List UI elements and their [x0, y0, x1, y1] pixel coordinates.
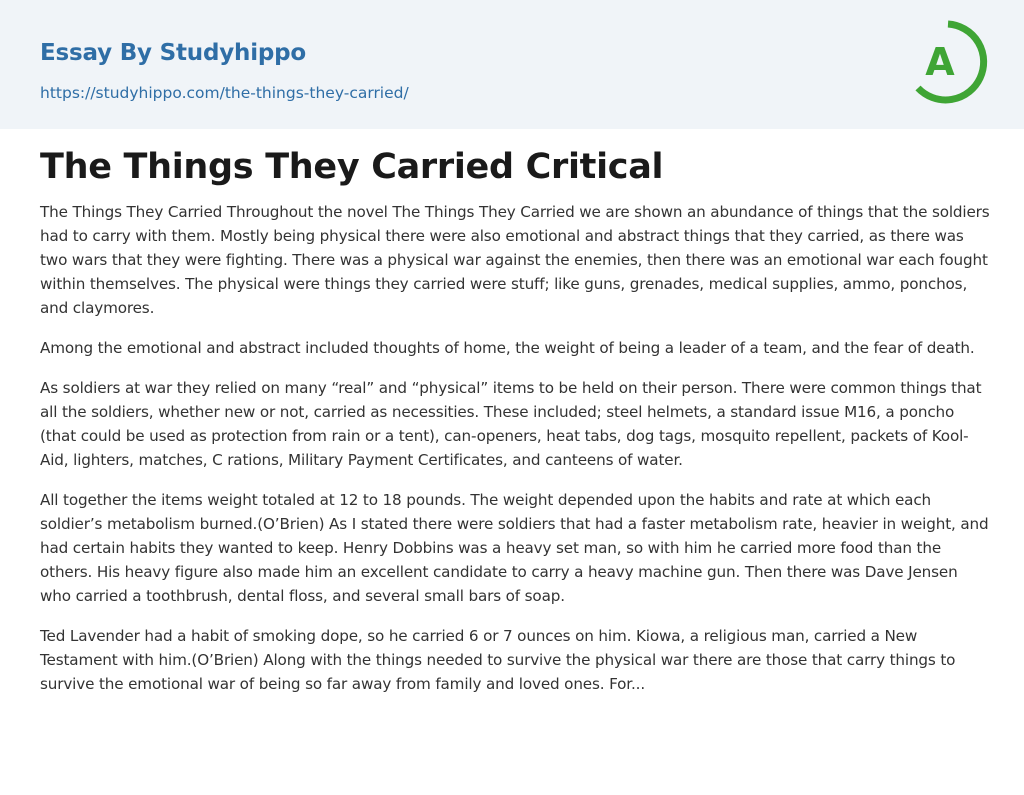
source-url-link[interactable]: https://studyhippo.com/the-things-they-carried/ — [40, 84, 409, 102]
article-paragraph: Ted Lavender had a habit of smoking dope, so he carried 6 or 7 ounces on him. Kiowa, a religious man, carried a New Testament with him.(O’Brien) Along with the things needed to survive the physical war there are those that carry things to survive the emotional war of being so far away from family and loved ones. For... — [40, 627, 956, 693]
article-paragraph: Among the emotional and abstract included thoughts of home, the weight of being a leader of a team, and the fear of death. — [40, 339, 975, 357]
article-paragraph: The Things They Carried Throughout the novel The Things They Carried we are shown an abundance of things that the soldiers had to carry with them. Mostly being physical there were also emotional and abstract things that they carried, as there was two wars that they were fighting. There was a physical war against the enemies, then there was an emotional war each fought within themselves. The physical were things they carried were stuff; like guns, grenades, medical supplies, ammo, ponchos, and claymores. — [40, 203, 990, 317]
studyhippo-logo-icon — [912, 18, 988, 106]
article-paragraph: As soldiers at war they relied on many “real” and “physical” items to be held on their person. There were common things that all the soldiers, whether new or not, carried as necessities. These included; steel helmets, a standard issue M16, a poncho (that could be used as protection from rain or a tent), can-openers, heat tabs, dog tags, mosquito repellent, packets of Kool-Aid, lighters, matches, C rations, Military Payment Certificates, and canteens of water. — [40, 379, 982, 469]
site-header — [0, 0, 1024, 129]
article-paragraph: All together the items weight totaled at 12 to 18 pounds. The weight depended upon the habits and rate at which each soldier’s metabolism burned.(O’Brien) As I stated there were soldiers that had a faster metabolism rate, heavier in weight, and had certain habits they wanted to keep. Henry Dobbins was a heavy set man, so with him he carried more food than the others. His heavy figure also made him an excellent candidate to carry a heavy machine gun. Then there was Dave Jensen who carried a toothbrush, dental floss, and several small bars of soap. — [40, 491, 989, 605]
article — [40, 140, 990, 712]
brand-title: Essay By Studyhippo — [40, 40, 307, 66]
page-title: The Things They Carried Critical — [40, 147, 664, 187]
logo-letter: A — [925, 40, 955, 84]
